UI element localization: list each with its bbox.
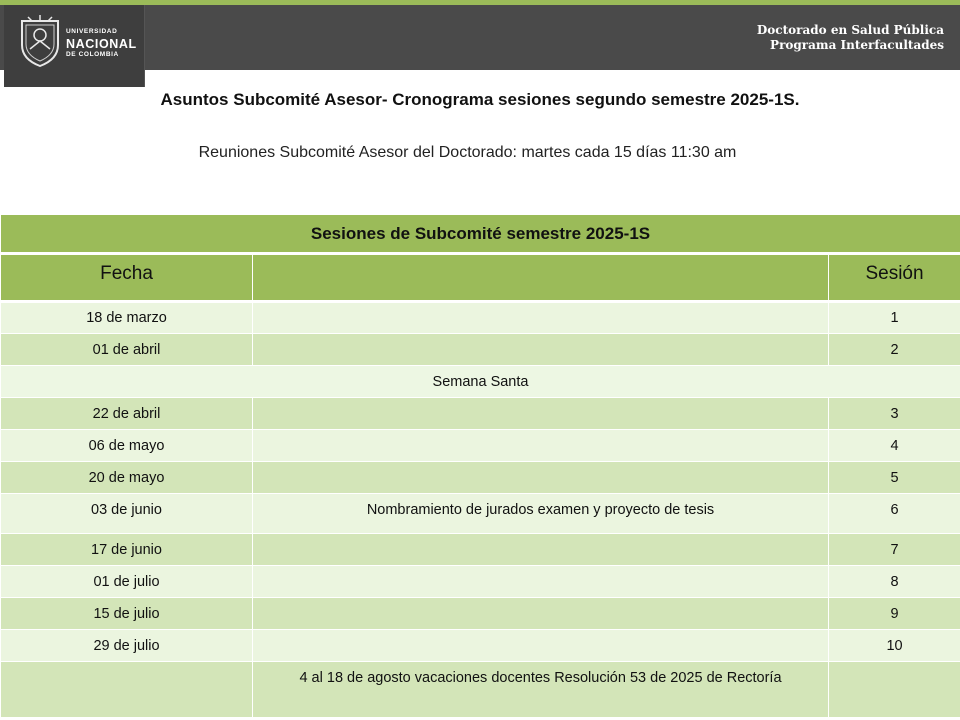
- table-header-row: [1, 254, 960, 302]
- table-row: [1, 566, 960, 598]
- program-name: [757, 23, 944, 53]
- table-row: [1, 462, 960, 494]
- cell-sesion: 1: [829, 302, 960, 334]
- cell-fecha: 17 de junio: [1, 534, 253, 566]
- table-row-holiday: [1, 366, 960, 398]
- cell-asunto: [253, 334, 829, 366]
- cell-fecha: 22 de abril: [1, 398, 253, 430]
- logo-line-3: DE COLOMBIA: [66, 51, 119, 58]
- cell-asunto: [253, 398, 829, 430]
- cell-sesion: 8: [829, 566, 960, 598]
- column-header-asunto: [253, 254, 829, 302]
- column-header-fecha: Fecha: [1, 254, 253, 302]
- cell-fecha: 03 de junio: [1, 494, 253, 534]
- program-line-2: Programa Interfacultades: [770, 38, 944, 52]
- cell-fecha: 01 de abril: [1, 334, 253, 366]
- cell-asunto: [253, 430, 829, 462]
- cell-sesion: 10: [829, 630, 960, 662]
- table-row: [1, 302, 960, 334]
- university-logo: [4, 5, 145, 87]
- table-row: [1, 430, 960, 462]
- cell-fecha: 18 de marzo: [1, 302, 253, 334]
- cell-fecha: 01 de julio: [1, 566, 253, 598]
- logo-line-1: UNIVERSIDAD: [66, 28, 118, 35]
- cell-asunto: [253, 566, 829, 598]
- cell-fecha: 29 de julio: [1, 630, 253, 662]
- table-row: [1, 598, 960, 630]
- table-row: [1, 662, 960, 718]
- cell-fecha: [1, 662, 253, 718]
- table-row: [1, 494, 960, 534]
- page-title: Asuntos Subcomité Asesor- Cronograma sesiones segundo semestre 2025-1S.: [160, 90, 800, 109]
- cell-fecha: 06 de mayo: [1, 430, 253, 462]
- program-line-1: Doctorado en Salud Pública: [756, 23, 944, 37]
- cell-sesion: 7: [829, 534, 960, 566]
- cell-asunto: [253, 630, 829, 662]
- top-header-bar: [0, 0, 960, 70]
- sessions-table: [0, 214, 960, 718]
- cell-asunto: [253, 534, 829, 566]
- cell-fecha: 15 de julio: [1, 598, 253, 630]
- cell-semana-santa: Semana Santa: [1, 366, 960, 398]
- cell-asunto: [253, 598, 829, 630]
- table-title: Sesiones de Subcomité semestre 2025-1S: [1, 215, 960, 254]
- table-row: [1, 334, 960, 366]
- table-row: [1, 630, 960, 662]
- cell-asunto: 4 al 18 de agosto vacaciones docentes Resolución 53 de 2025 de Rectoría: [253, 662, 829, 718]
- column-header-sesion: Sesión: [829, 254, 960, 302]
- cell-fecha: 20 de mayo: [1, 462, 253, 494]
- cell-sesion: 6: [829, 494, 960, 534]
- logo-line-2: NACIONAL: [66, 36, 137, 51]
- cell-asunto: [253, 462, 829, 494]
- cell-asunto: [253, 302, 829, 334]
- page-subtitle: Reuniones Subcomité Asesor del Doctorado: martes cada 15 días 11:30 am: [198, 144, 737, 161]
- cell-sesion: 2: [829, 334, 960, 366]
- cell-sesion: 9: [829, 598, 960, 630]
- university-shield-icon: [18, 15, 62, 67]
- table-row: [1, 534, 960, 566]
- cell-sesion: [829, 662, 960, 718]
- cell-sesion: 3: [829, 398, 960, 430]
- table-row: [1, 398, 960, 430]
- cell-sesion: 4: [829, 430, 960, 462]
- cell-asunto: Nombramiento de jurados examen y proyecto de tesis: [253, 494, 829, 534]
- cell-sesion: 5: [829, 462, 960, 494]
